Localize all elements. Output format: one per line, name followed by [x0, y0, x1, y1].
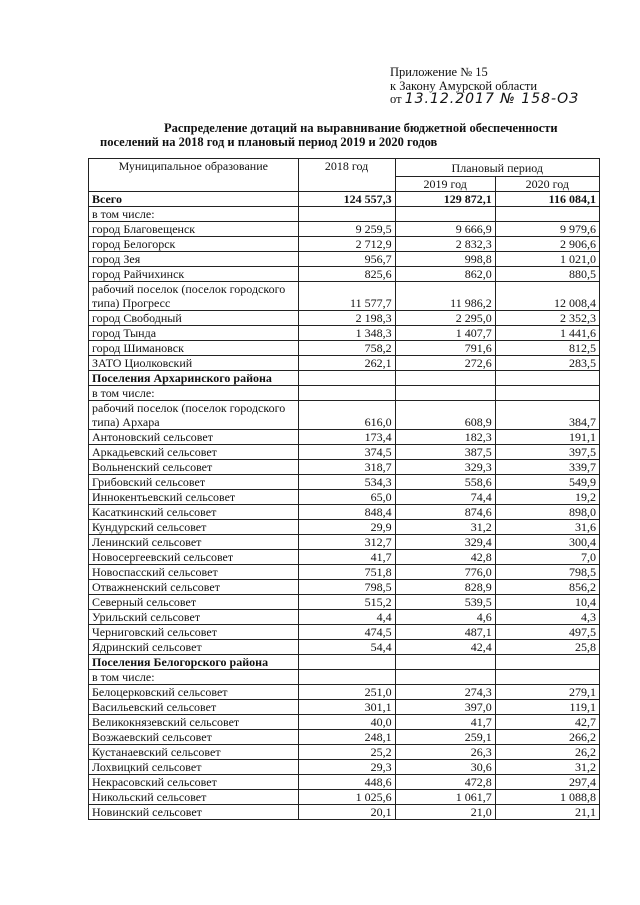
row-name-cell: Всего [89, 192, 299, 207]
value-2020-cell: 880,5 [495, 267, 599, 282]
value-2020-cell: 339,7 [495, 460, 599, 475]
table-row [89, 565, 600, 580]
row-name-cell: Великокнязевский сельсовет [89, 715, 299, 730]
row-name-cell: Антоновский сельсовет [89, 430, 299, 445]
row-name-cell: город Белогорск [89, 237, 299, 252]
value-2020-cell: 19,2 [495, 490, 599, 505]
col-header-2018: 2018 год [298, 159, 395, 192]
table-row [89, 430, 600, 445]
value-2018-cell: 374,5 [298, 445, 395, 460]
value-2020-cell [495, 207, 599, 222]
row-name-cell: Новоспасский сельсовет [89, 565, 299, 580]
value-2020-cell: 31,6 [495, 520, 599, 535]
value-2019-cell [395, 207, 495, 222]
value-2020-cell: 2 352,3 [495, 311, 599, 326]
value-2020-cell: 191,1 [495, 430, 599, 445]
value-2020-cell: 812,5 [495, 341, 599, 356]
value-2019-cell: 259,1 [395, 730, 495, 745]
value-2019-cell: 26,3 [395, 745, 495, 760]
value-2018-cell: 2 198,3 [298, 311, 395, 326]
table-row [89, 625, 600, 640]
value-2020-cell: 497,5 [495, 625, 599, 640]
table-row [89, 670, 600, 685]
row-name-cell: Аркадьевский сельсовет [89, 445, 299, 460]
table-row [89, 356, 600, 371]
row-name-cell: Иннокентьевский сельсовет [89, 490, 299, 505]
row-name-cell: Урильский сельсовет [89, 610, 299, 625]
value-2018-cell [298, 655, 395, 670]
value-2019-cell: 21,0 [395, 805, 495, 820]
table-row [89, 237, 600, 252]
value-2019-cell: 74,4 [395, 490, 495, 505]
value-2020-cell: 119,1 [495, 700, 599, 715]
value-2019-cell: 828,9 [395, 580, 495, 595]
value-2018-cell: 4,4 [298, 610, 395, 625]
row-name-cell: Кундурский сельсовет [89, 520, 299, 535]
table-row [89, 610, 600, 625]
value-2020-cell: 4,3 [495, 610, 599, 625]
table-row [89, 760, 600, 775]
value-2019-cell [395, 386, 495, 401]
value-2018-cell: 798,5 [298, 580, 395, 595]
table-row [89, 401, 600, 430]
table-row [89, 192, 600, 207]
value-2018-cell: 301,1 [298, 700, 395, 715]
row-name-cell: Кустанаевский сельсовет [89, 745, 299, 760]
value-2019-cell: 791,6 [395, 341, 495, 356]
value-2019-cell: 329,3 [395, 460, 495, 475]
value-2020-cell: 300,4 [495, 535, 599, 550]
value-2020-cell: 898,0 [495, 505, 599, 520]
value-2020-cell: 10,4 [495, 595, 599, 610]
value-2018-cell: 616,0 [298, 401, 395, 430]
table-row [89, 595, 600, 610]
value-2018-cell: 534,3 [298, 475, 395, 490]
value-2019-cell: 182,3 [395, 430, 495, 445]
value-2020-cell: 283,5 [495, 356, 599, 371]
table-row [89, 207, 600, 222]
value-2019-cell [395, 670, 495, 685]
value-2019-cell: 487,1 [395, 625, 495, 640]
row-name-cell: Поселения Архаринского района [89, 371, 299, 386]
value-2019-cell: 42,4 [395, 640, 495, 655]
row-name-cell: Васильевский сельсовет [89, 700, 299, 715]
row-name-cell: рабочий поселок (поселок городского типа) Архара [89, 401, 299, 430]
value-2020-cell: 397,5 [495, 445, 599, 460]
col-header-2020: 2020 год [495, 177, 599, 192]
value-2018-cell: 318,7 [298, 460, 395, 475]
table-row [89, 341, 600, 356]
value-2020-cell: 297,4 [495, 775, 599, 790]
row-name-cell: рабочий поселок (поселок городского типа) Прогресс [89, 282, 299, 311]
value-2018-cell: 54,4 [298, 640, 395, 655]
row-name-cell: Новосергеевский сельсовет [89, 550, 299, 565]
value-2018-cell: 251,0 [298, 685, 395, 700]
value-2018-cell [298, 386, 395, 401]
value-2020-cell: 2 906,6 [495, 237, 599, 252]
value-2018-cell: 11 577,7 [298, 282, 395, 311]
table-row [89, 520, 600, 535]
value-2018-cell: 9 259,5 [298, 222, 395, 237]
appendix-number: Приложение № 15 [390, 65, 488, 79]
value-2018-cell: 65,0 [298, 490, 395, 505]
value-2019-cell: 998,8 [395, 252, 495, 267]
value-2018-cell: 448,6 [298, 775, 395, 790]
row-name-cell: Возжаевский сельсовет [89, 730, 299, 745]
value-2020-cell: 26,2 [495, 745, 599, 760]
document-title [100, 121, 640, 149]
table-row [89, 371, 600, 386]
col-header-2019: 2019 год [395, 177, 495, 192]
value-2019-cell: 11 986,2 [395, 282, 495, 311]
value-2018-cell: 825,6 [298, 267, 395, 282]
title-line-2: поселений на 2018 год и плановый период 2019 и 2020 годов [100, 135, 438, 149]
row-name-cell: город Райчихинск [89, 267, 299, 282]
table-row [89, 550, 600, 565]
row-name-cell: в том числе: [89, 670, 299, 685]
value-2018-cell: 751,8 [298, 565, 395, 580]
row-name-cell: Никольский сельсовет [89, 790, 299, 805]
table-row [89, 745, 600, 760]
table-row [89, 326, 600, 341]
value-2019-cell: 129 872,1 [395, 192, 495, 207]
value-2018-cell: 40,0 [298, 715, 395, 730]
value-2018-cell [298, 371, 395, 386]
table-row [89, 460, 600, 475]
value-2020-cell: 856,2 [495, 580, 599, 595]
table-row [89, 490, 600, 505]
value-2020-cell [495, 371, 599, 386]
table-row [89, 252, 600, 267]
value-2020-cell: 1 021,0 [495, 252, 599, 267]
subsidy-table [88, 158, 600, 820]
value-2020-cell [495, 386, 599, 401]
value-2018-cell: 2 712,9 [298, 237, 395, 252]
value-2019-cell: 42,8 [395, 550, 495, 565]
value-2019-cell: 387,5 [395, 445, 495, 460]
row-name-cell: Поселения Белогорского района [89, 655, 299, 670]
value-2018-cell: 248,1 [298, 730, 395, 745]
value-2018-cell: 29,3 [298, 760, 395, 775]
value-2018-cell: 41,7 [298, 550, 395, 565]
value-2019-cell: 776,0 [395, 565, 495, 580]
value-2019-cell: 874,6 [395, 505, 495, 520]
table-row [89, 386, 600, 401]
value-2020-cell: 549,9 [495, 475, 599, 490]
table-row [89, 775, 600, 790]
date-prefix: от [390, 92, 402, 106]
value-2018-cell: 758,2 [298, 341, 395, 356]
row-name-cell: Вольненский сельсовет [89, 460, 299, 475]
value-2020-cell: 7,0 [495, 550, 599, 565]
table-row [89, 640, 600, 655]
value-2019-cell: 30,6 [395, 760, 495, 775]
row-name-cell: Белоцерковский сельсовет [89, 685, 299, 700]
row-name-cell: Грибовский сельсовет [89, 475, 299, 490]
value-2019-cell: 2 295,0 [395, 311, 495, 326]
table-row [89, 715, 600, 730]
value-2018-cell: 1 025,6 [298, 790, 395, 805]
row-name-cell: Касаткинский сельсовет [89, 505, 299, 520]
value-2019-cell: 329,4 [395, 535, 495, 550]
value-2018-cell: 124 557,3 [298, 192, 395, 207]
value-2019-cell: 558,6 [395, 475, 495, 490]
value-2019-cell: 397,0 [395, 700, 495, 715]
value-2018-cell: 474,5 [298, 625, 395, 640]
row-name-cell: Отважненский сельсовет [89, 580, 299, 595]
row-name-cell: в том числе: [89, 207, 299, 222]
value-2018-cell: 848,4 [298, 505, 395, 520]
value-2019-cell: 272,6 [395, 356, 495, 371]
table-body [89, 192, 600, 820]
row-name-cell: Лохвицкий сельсовет [89, 760, 299, 775]
value-2018-cell: 25,2 [298, 745, 395, 760]
value-2020-cell: 279,1 [495, 685, 599, 700]
row-name-cell: Ядринский сельсовет [89, 640, 299, 655]
table-row [89, 655, 600, 670]
value-2020-cell: 12 008,4 [495, 282, 599, 311]
table-row [89, 700, 600, 715]
table-row [89, 730, 600, 745]
value-2019-cell: 274,3 [395, 685, 495, 700]
value-2020-cell: 9 979,6 [495, 222, 599, 237]
value-2020-cell: 21,1 [495, 805, 599, 820]
row-name-cell: ЗАТО Циолковский [89, 356, 299, 371]
value-2020-cell: 798,5 [495, 565, 599, 580]
row-name-cell: город Тында [89, 326, 299, 341]
value-2019-cell: 539,5 [395, 595, 495, 610]
table-row [89, 535, 600, 550]
col-header-plan-period: Плановый период [395, 159, 599, 177]
col-header-municipality: Муниципальное образование [89, 159, 299, 192]
value-2019-cell: 31,2 [395, 520, 495, 535]
value-2019-cell: 608,9 [395, 401, 495, 430]
table-row [89, 445, 600, 460]
value-2019-cell [395, 655, 495, 670]
handwritten-date-number: 13.12.2017 № 158-ОЗ [404, 91, 580, 107]
value-2020-cell [495, 670, 599, 685]
value-2019-cell: 1 061,7 [395, 790, 495, 805]
table-row [89, 790, 600, 805]
value-2020-cell: 25,8 [495, 640, 599, 655]
table-row [89, 267, 600, 282]
table-row [89, 580, 600, 595]
value-2020-cell: 42,7 [495, 715, 599, 730]
value-2019-cell: 862,0 [395, 267, 495, 282]
value-2018-cell: 262,1 [298, 356, 395, 371]
value-2020-cell: 31,2 [495, 760, 599, 775]
value-2019-cell: 2 832,3 [395, 237, 495, 252]
table-row [89, 475, 600, 490]
value-2018-cell [298, 207, 395, 222]
value-2020-cell: 266,2 [495, 730, 599, 745]
value-2019-cell: 472,8 [395, 775, 495, 790]
appendix-header [390, 66, 579, 107]
value-2020-cell: 116 084,1 [495, 192, 599, 207]
row-name-cell: город Шимановск [89, 341, 299, 356]
table-row [89, 311, 600, 326]
value-2020-cell [495, 655, 599, 670]
table-row [89, 805, 600, 820]
row-name-cell: в том числе: [89, 386, 299, 401]
value-2019-cell: 1 407,7 [395, 326, 495, 341]
row-name-cell: Черниговский сельсовет [89, 625, 299, 640]
value-2018-cell: 515,2 [298, 595, 395, 610]
row-name-cell: Ленинский сельсовет [89, 535, 299, 550]
value-2019-cell: 41,7 [395, 715, 495, 730]
value-2018-cell: 20,1 [298, 805, 395, 820]
value-2018-cell: 956,7 [298, 252, 395, 267]
value-2020-cell: 1 441,6 [495, 326, 599, 341]
row-name-cell: город Свободный [89, 311, 299, 326]
table-row [89, 222, 600, 237]
value-2019-cell: 9 666,9 [395, 222, 495, 237]
value-2018-cell [298, 670, 395, 685]
value-2018-cell: 1 348,3 [298, 326, 395, 341]
law-reference: к Закону Амурской области [390, 78, 538, 93]
value-2018-cell: 173,4 [298, 430, 395, 445]
table-row [89, 505, 600, 520]
value-2019-cell [395, 371, 495, 386]
row-name-cell: город Зея [89, 252, 299, 267]
value-2018-cell: 312,7 [298, 535, 395, 550]
row-name-cell: Северный сельсовет [89, 595, 299, 610]
value-2019-cell: 4,6 [395, 610, 495, 625]
law-date-line [390, 93, 579, 107]
row-name-cell: Некрасовский сельсовет [89, 775, 299, 790]
value-2020-cell: 384,7 [495, 401, 599, 430]
row-name-cell: Новинский сельсовет [89, 805, 299, 820]
table-row [89, 282, 600, 311]
value-2020-cell: 1 088,8 [495, 790, 599, 805]
value-2018-cell: 29,9 [298, 520, 395, 535]
row-name-cell: город Благовещенск [89, 222, 299, 237]
table-row [89, 685, 600, 700]
title-line-1: Распределение дотаций на выравнивание бюджетной обеспеченности [164, 121, 558, 135]
